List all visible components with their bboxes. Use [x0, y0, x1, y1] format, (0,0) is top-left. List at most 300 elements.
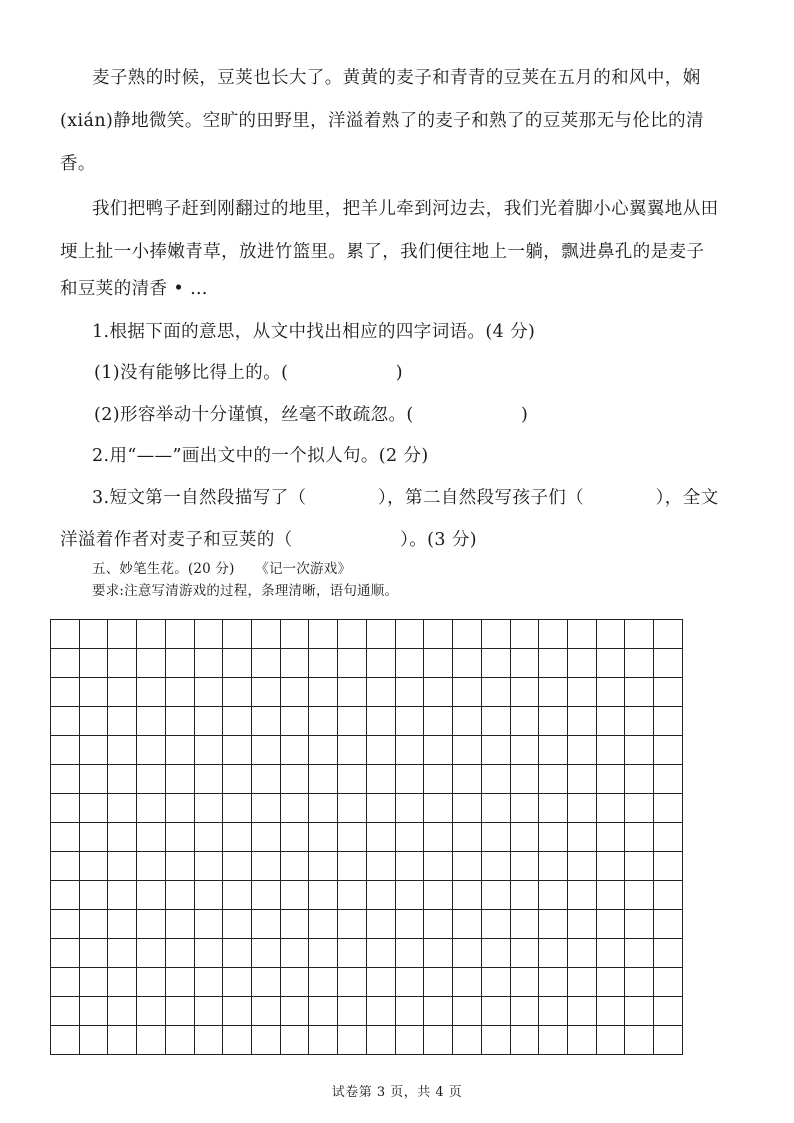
grid-cell[interactable]: [194, 649, 223, 678]
grid-cell[interactable]: [366, 649, 395, 678]
grid-cell[interactable]: [567, 852, 596, 881]
grid-cell[interactable]: [79, 852, 108, 881]
grid-cell[interactable]: [366, 881, 395, 910]
grid-cell[interactable]: [338, 620, 367, 649]
grid-cell[interactable]: [424, 649, 453, 678]
grid-cell[interactable]: [252, 649, 281, 678]
grid-cell[interactable]: [453, 765, 482, 794]
grid-cell[interactable]: [137, 968, 166, 997]
grid-cell[interactable]: [395, 881, 424, 910]
grid-cell[interactable]: [223, 794, 252, 823]
grid-cell[interactable]: [137, 649, 166, 678]
grid-cell[interactable]: [51, 620, 80, 649]
grid-cell[interactable]: [366, 997, 395, 1026]
grid-cell[interactable]: [280, 939, 309, 968]
grid-cell[interactable]: [194, 794, 223, 823]
grid-cell[interactable]: [338, 794, 367, 823]
grid-cell[interactable]: [567, 678, 596, 707]
grid-cell[interactable]: [165, 649, 194, 678]
grid-cell[interactable]: [252, 968, 281, 997]
grid-cell[interactable]: [366, 765, 395, 794]
grid-cell[interactable]: [309, 678, 338, 707]
grid-cell[interactable]: [137, 881, 166, 910]
grid-cell[interactable]: [596, 881, 625, 910]
grid-cell[interactable]: [338, 881, 367, 910]
grid-cell[interactable]: [539, 852, 568, 881]
grid-cell[interactable]: [596, 794, 625, 823]
grid-cell[interactable]: [51, 939, 80, 968]
grid-cell[interactable]: [625, 794, 654, 823]
grid-cell[interactable]: [223, 736, 252, 765]
grid-cell[interactable]: [625, 678, 654, 707]
grid-cell[interactable]: [625, 968, 654, 997]
grid-cell[interactable]: [280, 881, 309, 910]
grid-cell[interactable]: [51, 910, 80, 939]
grid-cell[interactable]: [338, 736, 367, 765]
grid-cell[interactable]: [165, 765, 194, 794]
grid-cell[interactable]: [309, 649, 338, 678]
grid-cell[interactable]: [510, 881, 539, 910]
grid-cell[interactable]: [338, 997, 367, 1026]
grid-cell[interactable]: [625, 910, 654, 939]
grid-cell[interactable]: [481, 997, 510, 1026]
grid-cell[interactable]: [137, 997, 166, 1026]
grid-cell[interactable]: [654, 881, 683, 910]
grid-cell[interactable]: [481, 794, 510, 823]
grid-cell[interactable]: [567, 1026, 596, 1055]
grid-cell[interactable]: [596, 823, 625, 852]
grid-cell[interactable]: [137, 939, 166, 968]
grid-cell[interactable]: [165, 910, 194, 939]
grid-cell[interactable]: [252, 620, 281, 649]
grid-cell[interactable]: [366, 1026, 395, 1055]
grid-cell[interactable]: [165, 881, 194, 910]
grid-cell[interactable]: [395, 765, 424, 794]
grid-cell[interactable]: [108, 620, 137, 649]
grid-cell[interactable]: [567, 620, 596, 649]
grid-cell[interactable]: [539, 997, 568, 1026]
grid-cell[interactable]: [395, 649, 424, 678]
grid-cell[interactable]: [481, 939, 510, 968]
grid-cell[interactable]: [481, 968, 510, 997]
grid-cell[interactable]: [625, 736, 654, 765]
grid-cell[interactable]: [108, 852, 137, 881]
grid-cell[interactable]: [424, 620, 453, 649]
grid-cell[interactable]: [79, 823, 108, 852]
grid-cell[interactable]: [309, 794, 338, 823]
grid-cell[interactable]: [165, 620, 194, 649]
grid-cell[interactable]: [280, 910, 309, 939]
grid-cell[interactable]: [79, 997, 108, 1026]
grid-cell[interactable]: [194, 852, 223, 881]
grid-cell[interactable]: [539, 765, 568, 794]
grid-cell[interactable]: [194, 1026, 223, 1055]
grid-cell[interactable]: [424, 707, 453, 736]
grid-cell[interactable]: [539, 620, 568, 649]
grid-cell[interactable]: [481, 881, 510, 910]
grid-cell[interactable]: [108, 649, 137, 678]
grid-cell[interactable]: [108, 968, 137, 997]
grid-cell[interactable]: [510, 736, 539, 765]
grid-cell[interactable]: [596, 765, 625, 794]
grid-cell[interactable]: [194, 823, 223, 852]
grid-cell[interactable]: [223, 823, 252, 852]
grid-cell[interactable]: [481, 707, 510, 736]
grid-cell[interactable]: [453, 852, 482, 881]
grid-cell[interactable]: [309, 707, 338, 736]
grid-cell[interactable]: [567, 968, 596, 997]
grid-cell[interactable]: [280, 678, 309, 707]
grid-cell[interactable]: [424, 939, 453, 968]
grid-cell[interactable]: [654, 678, 683, 707]
grid-cell[interactable]: [51, 823, 80, 852]
grid-cell[interactable]: [539, 707, 568, 736]
grid-cell[interactable]: [625, 823, 654, 852]
grid-cell[interactable]: [395, 794, 424, 823]
grid-cell[interactable]: [366, 968, 395, 997]
grid-cell[interactable]: [309, 823, 338, 852]
grid-cell[interactable]: [366, 910, 395, 939]
grid-cell[interactable]: [194, 736, 223, 765]
grid-cell[interactable]: [625, 852, 654, 881]
grid-cell[interactable]: [137, 620, 166, 649]
grid-cell[interactable]: [654, 852, 683, 881]
grid-cell[interactable]: [223, 707, 252, 736]
grid-cell[interactable]: [453, 1026, 482, 1055]
grid-cell[interactable]: [539, 794, 568, 823]
grid-cell[interactable]: [424, 678, 453, 707]
grid-cell[interactable]: [481, 620, 510, 649]
grid-cell[interactable]: [424, 823, 453, 852]
grid-cell[interactable]: [539, 881, 568, 910]
grid-cell[interactable]: [252, 707, 281, 736]
grid-cell[interactable]: [223, 678, 252, 707]
grid-cell[interactable]: [625, 707, 654, 736]
grid-cell[interactable]: [567, 881, 596, 910]
grid-cell[interactable]: [223, 910, 252, 939]
grid-cell[interactable]: [625, 620, 654, 649]
grid-cell[interactable]: [51, 649, 80, 678]
grid-cell[interactable]: [510, 852, 539, 881]
grid-cell[interactable]: [453, 794, 482, 823]
grid-cell[interactable]: [453, 736, 482, 765]
grid-cell[interactable]: [309, 736, 338, 765]
grid-cell[interactable]: [223, 649, 252, 678]
grid-cell[interactable]: [194, 707, 223, 736]
grid-cell[interactable]: [453, 649, 482, 678]
grid-cell[interactable]: [79, 649, 108, 678]
grid-cell[interactable]: [395, 678, 424, 707]
grid-cell[interactable]: [108, 765, 137, 794]
grid-cell[interactable]: [424, 968, 453, 997]
grid-cell[interactable]: [539, 736, 568, 765]
grid-cell[interactable]: [165, 997, 194, 1026]
grid-cell[interactable]: [625, 1026, 654, 1055]
grid-cell[interactable]: [539, 678, 568, 707]
grid-cell[interactable]: [137, 765, 166, 794]
grid-cell[interactable]: [567, 794, 596, 823]
grid-cell[interactable]: [252, 765, 281, 794]
grid-cell[interactable]: [366, 823, 395, 852]
grid-cell[interactable]: [654, 997, 683, 1026]
grid-cell[interactable]: [309, 910, 338, 939]
grid-cell[interactable]: [567, 649, 596, 678]
grid-cell[interactable]: [596, 852, 625, 881]
grid-cell[interactable]: [366, 794, 395, 823]
grid-cell[interactable]: [194, 881, 223, 910]
grid-cell[interactable]: [51, 968, 80, 997]
grid-cell[interactable]: [654, 736, 683, 765]
grid-cell[interactable]: [596, 678, 625, 707]
grid-cell[interactable]: [137, 736, 166, 765]
grid-cell[interactable]: [194, 910, 223, 939]
grid-cell[interactable]: [366, 736, 395, 765]
grid-cell[interactable]: [453, 678, 482, 707]
grid-cell[interactable]: [539, 823, 568, 852]
grid-cell[interactable]: [252, 823, 281, 852]
grid-cell[interactable]: [539, 910, 568, 939]
grid-cell[interactable]: [424, 1026, 453, 1055]
grid-cell[interactable]: [280, 620, 309, 649]
grid-cell[interactable]: [395, 620, 424, 649]
grid-cell[interactable]: [596, 707, 625, 736]
grid-cell[interactable]: [165, 794, 194, 823]
grid-cell[interactable]: [223, 620, 252, 649]
grid-cell[interactable]: [625, 765, 654, 794]
grid-cell[interactable]: [280, 707, 309, 736]
grid-cell[interactable]: [51, 707, 80, 736]
grid-cell[interactable]: [223, 852, 252, 881]
grid-cell[interactable]: [338, 649, 367, 678]
grid-cell[interactable]: [596, 939, 625, 968]
grid-cell[interactable]: [567, 736, 596, 765]
grid-cell[interactable]: [51, 794, 80, 823]
grid-cell[interactable]: [165, 707, 194, 736]
grid-cell[interactable]: [654, 707, 683, 736]
grid-cell[interactable]: [596, 968, 625, 997]
grid-cell[interactable]: [309, 881, 338, 910]
grid-cell[interactable]: [539, 649, 568, 678]
grid-cell[interactable]: [453, 968, 482, 997]
grid-cell[interactable]: [51, 997, 80, 1026]
grid-cell[interactable]: [165, 678, 194, 707]
grid-cell[interactable]: [137, 707, 166, 736]
grid-cell[interactable]: [79, 881, 108, 910]
grid-cell[interactable]: [654, 620, 683, 649]
grid-cell[interactable]: [223, 1026, 252, 1055]
grid-cell[interactable]: [252, 910, 281, 939]
grid-cell[interactable]: [280, 823, 309, 852]
grid-cell[interactable]: [567, 823, 596, 852]
grid-cell[interactable]: [165, 823, 194, 852]
grid-cell[interactable]: [165, 736, 194, 765]
grid-cell[interactable]: [309, 968, 338, 997]
grid-cell[interactable]: [252, 997, 281, 1026]
grid-cell[interactable]: [79, 765, 108, 794]
grid-cell[interactable]: [366, 678, 395, 707]
grid-cell[interactable]: [395, 1026, 424, 1055]
grid-cell[interactable]: [165, 1026, 194, 1055]
grid-cell[interactable]: [395, 968, 424, 997]
grid-cell[interactable]: [338, 939, 367, 968]
grid-cell[interactable]: [108, 823, 137, 852]
grid-cell[interactable]: [596, 997, 625, 1026]
grid-cell[interactable]: [510, 707, 539, 736]
grid-cell[interactable]: [596, 649, 625, 678]
grid-cell[interactable]: [137, 678, 166, 707]
grid-cell[interactable]: [194, 620, 223, 649]
grid-cell[interactable]: [424, 794, 453, 823]
grid-cell[interactable]: [280, 736, 309, 765]
grid-cell[interactable]: [567, 939, 596, 968]
grid-cell[interactable]: [280, 852, 309, 881]
grid-cell[interactable]: [596, 620, 625, 649]
grid-cell[interactable]: [481, 736, 510, 765]
grid-cell[interactable]: [194, 997, 223, 1026]
grid-cell[interactable]: [481, 1026, 510, 1055]
grid-cell[interactable]: [108, 678, 137, 707]
grid-cell[interactable]: [338, 910, 367, 939]
grid-cell[interactable]: [309, 1026, 338, 1055]
grid-cell[interactable]: [625, 939, 654, 968]
grid-cell[interactable]: [424, 736, 453, 765]
grid-cell[interactable]: [510, 910, 539, 939]
grid-cell[interactable]: [223, 939, 252, 968]
grid-cell[interactable]: [654, 1026, 683, 1055]
grid-cell[interactable]: [510, 823, 539, 852]
grid-cell[interactable]: [625, 997, 654, 1026]
grid-cell[interactable]: [309, 852, 338, 881]
grid-cell[interactable]: [338, 1026, 367, 1055]
grid-cell[interactable]: [252, 939, 281, 968]
grid-cell[interactable]: [567, 910, 596, 939]
grid-cell[interactable]: [51, 1026, 80, 1055]
grid-cell[interactable]: [366, 707, 395, 736]
grid-cell[interactable]: [424, 881, 453, 910]
grid-cell[interactable]: [79, 968, 108, 997]
grid-cell[interactable]: [280, 649, 309, 678]
grid-cell[interactable]: [252, 678, 281, 707]
grid-cell[interactable]: [481, 910, 510, 939]
grid-cell[interactable]: [309, 620, 338, 649]
grid-cell[interactable]: [51, 881, 80, 910]
grid-cell[interactable]: [395, 823, 424, 852]
grid-cell[interactable]: [137, 794, 166, 823]
grid-cell[interactable]: [280, 968, 309, 997]
grid-cell[interactable]: [108, 736, 137, 765]
grid-cell[interactable]: [79, 678, 108, 707]
grid-cell[interactable]: [539, 939, 568, 968]
grid-cell[interactable]: [481, 765, 510, 794]
grid-cell[interactable]: [453, 707, 482, 736]
grid-cell[interactable]: [596, 1026, 625, 1055]
grid-cell[interactable]: [539, 968, 568, 997]
grid-cell[interactable]: [366, 852, 395, 881]
grid-cell[interactable]: [654, 765, 683, 794]
writing-grid[interactable]: [50, 619, 683, 1055]
grid-cell[interactable]: [424, 765, 453, 794]
grid-cell[interactable]: [625, 649, 654, 678]
grid-cell[interactable]: [395, 910, 424, 939]
grid-cell[interactable]: [79, 736, 108, 765]
grid-cell[interactable]: [79, 707, 108, 736]
grid-cell[interactable]: [654, 939, 683, 968]
grid-cell[interactable]: [395, 852, 424, 881]
grid-cell[interactable]: [510, 794, 539, 823]
grid-cell[interactable]: [165, 852, 194, 881]
grid-cell[interactable]: [510, 765, 539, 794]
grid-cell[interactable]: [338, 968, 367, 997]
grid-cell[interactable]: [510, 968, 539, 997]
grid-cell[interactable]: [309, 765, 338, 794]
grid-cell[interactable]: [338, 678, 367, 707]
grid-cell[interactable]: [223, 765, 252, 794]
grid-cell[interactable]: [280, 997, 309, 1026]
grid-cell[interactable]: [165, 968, 194, 997]
grid-cell[interactable]: [424, 852, 453, 881]
grid-cell[interactable]: [338, 823, 367, 852]
grid-cell[interactable]: [338, 765, 367, 794]
grid-cell[interactable]: [654, 794, 683, 823]
grid-cell[interactable]: [194, 968, 223, 997]
grid-cell[interactable]: [108, 997, 137, 1026]
grid-cell[interactable]: [165, 939, 194, 968]
grid-cell[interactable]: [108, 939, 137, 968]
grid-cell[interactable]: [424, 910, 453, 939]
grid-cell[interactable]: [79, 794, 108, 823]
grid-cell[interactable]: [481, 852, 510, 881]
grid-cell[interactable]: [481, 649, 510, 678]
grid-cell[interactable]: [79, 1026, 108, 1055]
grid-cell[interactable]: [252, 1026, 281, 1055]
grid-cell[interactable]: [137, 1026, 166, 1055]
grid-cell[interactable]: [137, 852, 166, 881]
grid-cell[interactable]: [481, 678, 510, 707]
grid-cell[interactable]: [252, 881, 281, 910]
grid-cell[interactable]: [596, 736, 625, 765]
grid-cell[interactable]: [625, 881, 654, 910]
grid-cell[interactable]: [108, 1026, 137, 1055]
grid-cell[interactable]: [194, 939, 223, 968]
grid-cell[interactable]: [453, 997, 482, 1026]
grid-cell[interactable]: [395, 939, 424, 968]
grid-cell[interactable]: [309, 997, 338, 1026]
grid-cell[interactable]: [453, 823, 482, 852]
grid-cell[interactable]: [194, 765, 223, 794]
grid-cell[interactable]: [654, 823, 683, 852]
grid-cell[interactable]: [108, 707, 137, 736]
grid-cell[interactable]: [395, 997, 424, 1026]
grid-cell[interactable]: [51, 736, 80, 765]
grid-cell[interactable]: [395, 736, 424, 765]
grid-cell[interactable]: [481, 823, 510, 852]
grid-cell[interactable]: [223, 968, 252, 997]
grid-cell[interactable]: [567, 707, 596, 736]
grid-cell[interactable]: [510, 678, 539, 707]
grid-cell[interactable]: [79, 620, 108, 649]
grid-cell[interactable]: [108, 910, 137, 939]
grid-cell[interactable]: [252, 794, 281, 823]
grid-cell[interactable]: [51, 852, 80, 881]
grid-cell[interactable]: [510, 620, 539, 649]
grid-cell[interactable]: [453, 910, 482, 939]
grid-cell[interactable]: [567, 765, 596, 794]
grid-cell[interactable]: [510, 1026, 539, 1055]
grid-cell[interactable]: [654, 910, 683, 939]
grid-cell[interactable]: [654, 649, 683, 678]
grid-cell[interactable]: [338, 852, 367, 881]
grid-cell[interactable]: [108, 794, 137, 823]
